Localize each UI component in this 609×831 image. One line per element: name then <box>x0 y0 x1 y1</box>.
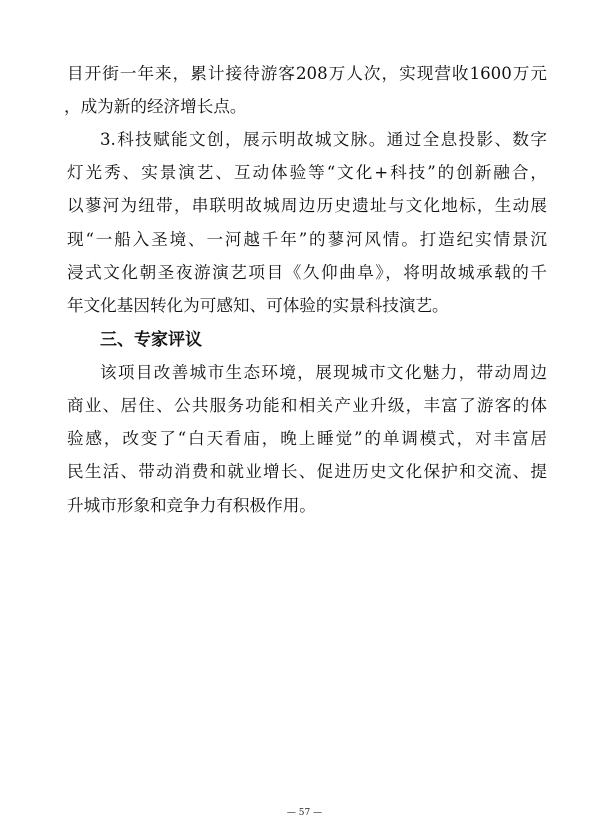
paragraph2-line-5: 浸式文化朝圣夜游演艺项目《久仰曲阜》，将明故城承载的千 <box>67 263 547 282</box>
paragraph2-line-1: 3.科技赋能文创，展示明故城文脉。通过全息投影、数字 <box>100 130 547 149</box>
paragraph2-line-2: 灯光秀、实景演艺、互动体验等“文化+科技”的创新融合， <box>67 163 547 182</box>
section-heading: 三、专家评议 <box>100 330 202 350</box>
paragraph2-line-6: 年文化基因转化为可感知、可体验的实景科技演艺。 <box>67 296 449 315</box>
paragraph1-line-2: ，成为新的经济增长点。 <box>64 97 247 116</box>
paragraph2-line-4: 现“一船入圣境、一河越千年”的蓼河风情。打造纪实情景沉 <box>67 230 547 249</box>
section3-line-5: 升城市形象和竞争力有积极作用。 <box>67 496 316 515</box>
section3-line-3: 验感，改变了“白天看庙，晚上睡觉”的单调模式，对丰富居 <box>67 429 547 448</box>
section3-line-4: 民生活、带动消费和就业增长、促进历史文化保护和交流、提 <box>67 462 547 481</box>
section3-line-1: 该项目改善城市生态环境，展现城市文化魅力，带动周边 <box>100 363 547 382</box>
section3-line-2: 商业、居住、公共服务功能和相关产业升级，丰富了游客的体 <box>67 396 547 415</box>
page-number: — 57 — <box>286 808 323 818</box>
paragraph2-line-3: 以蓼河为纽带，串联明故城周边历史遗址与文化地标，生动展 <box>67 196 547 215</box>
paragraph1-line-1: 目开街一年来，累计接待游客208万人次，实现营收1600万元 <box>67 64 547 83</box>
